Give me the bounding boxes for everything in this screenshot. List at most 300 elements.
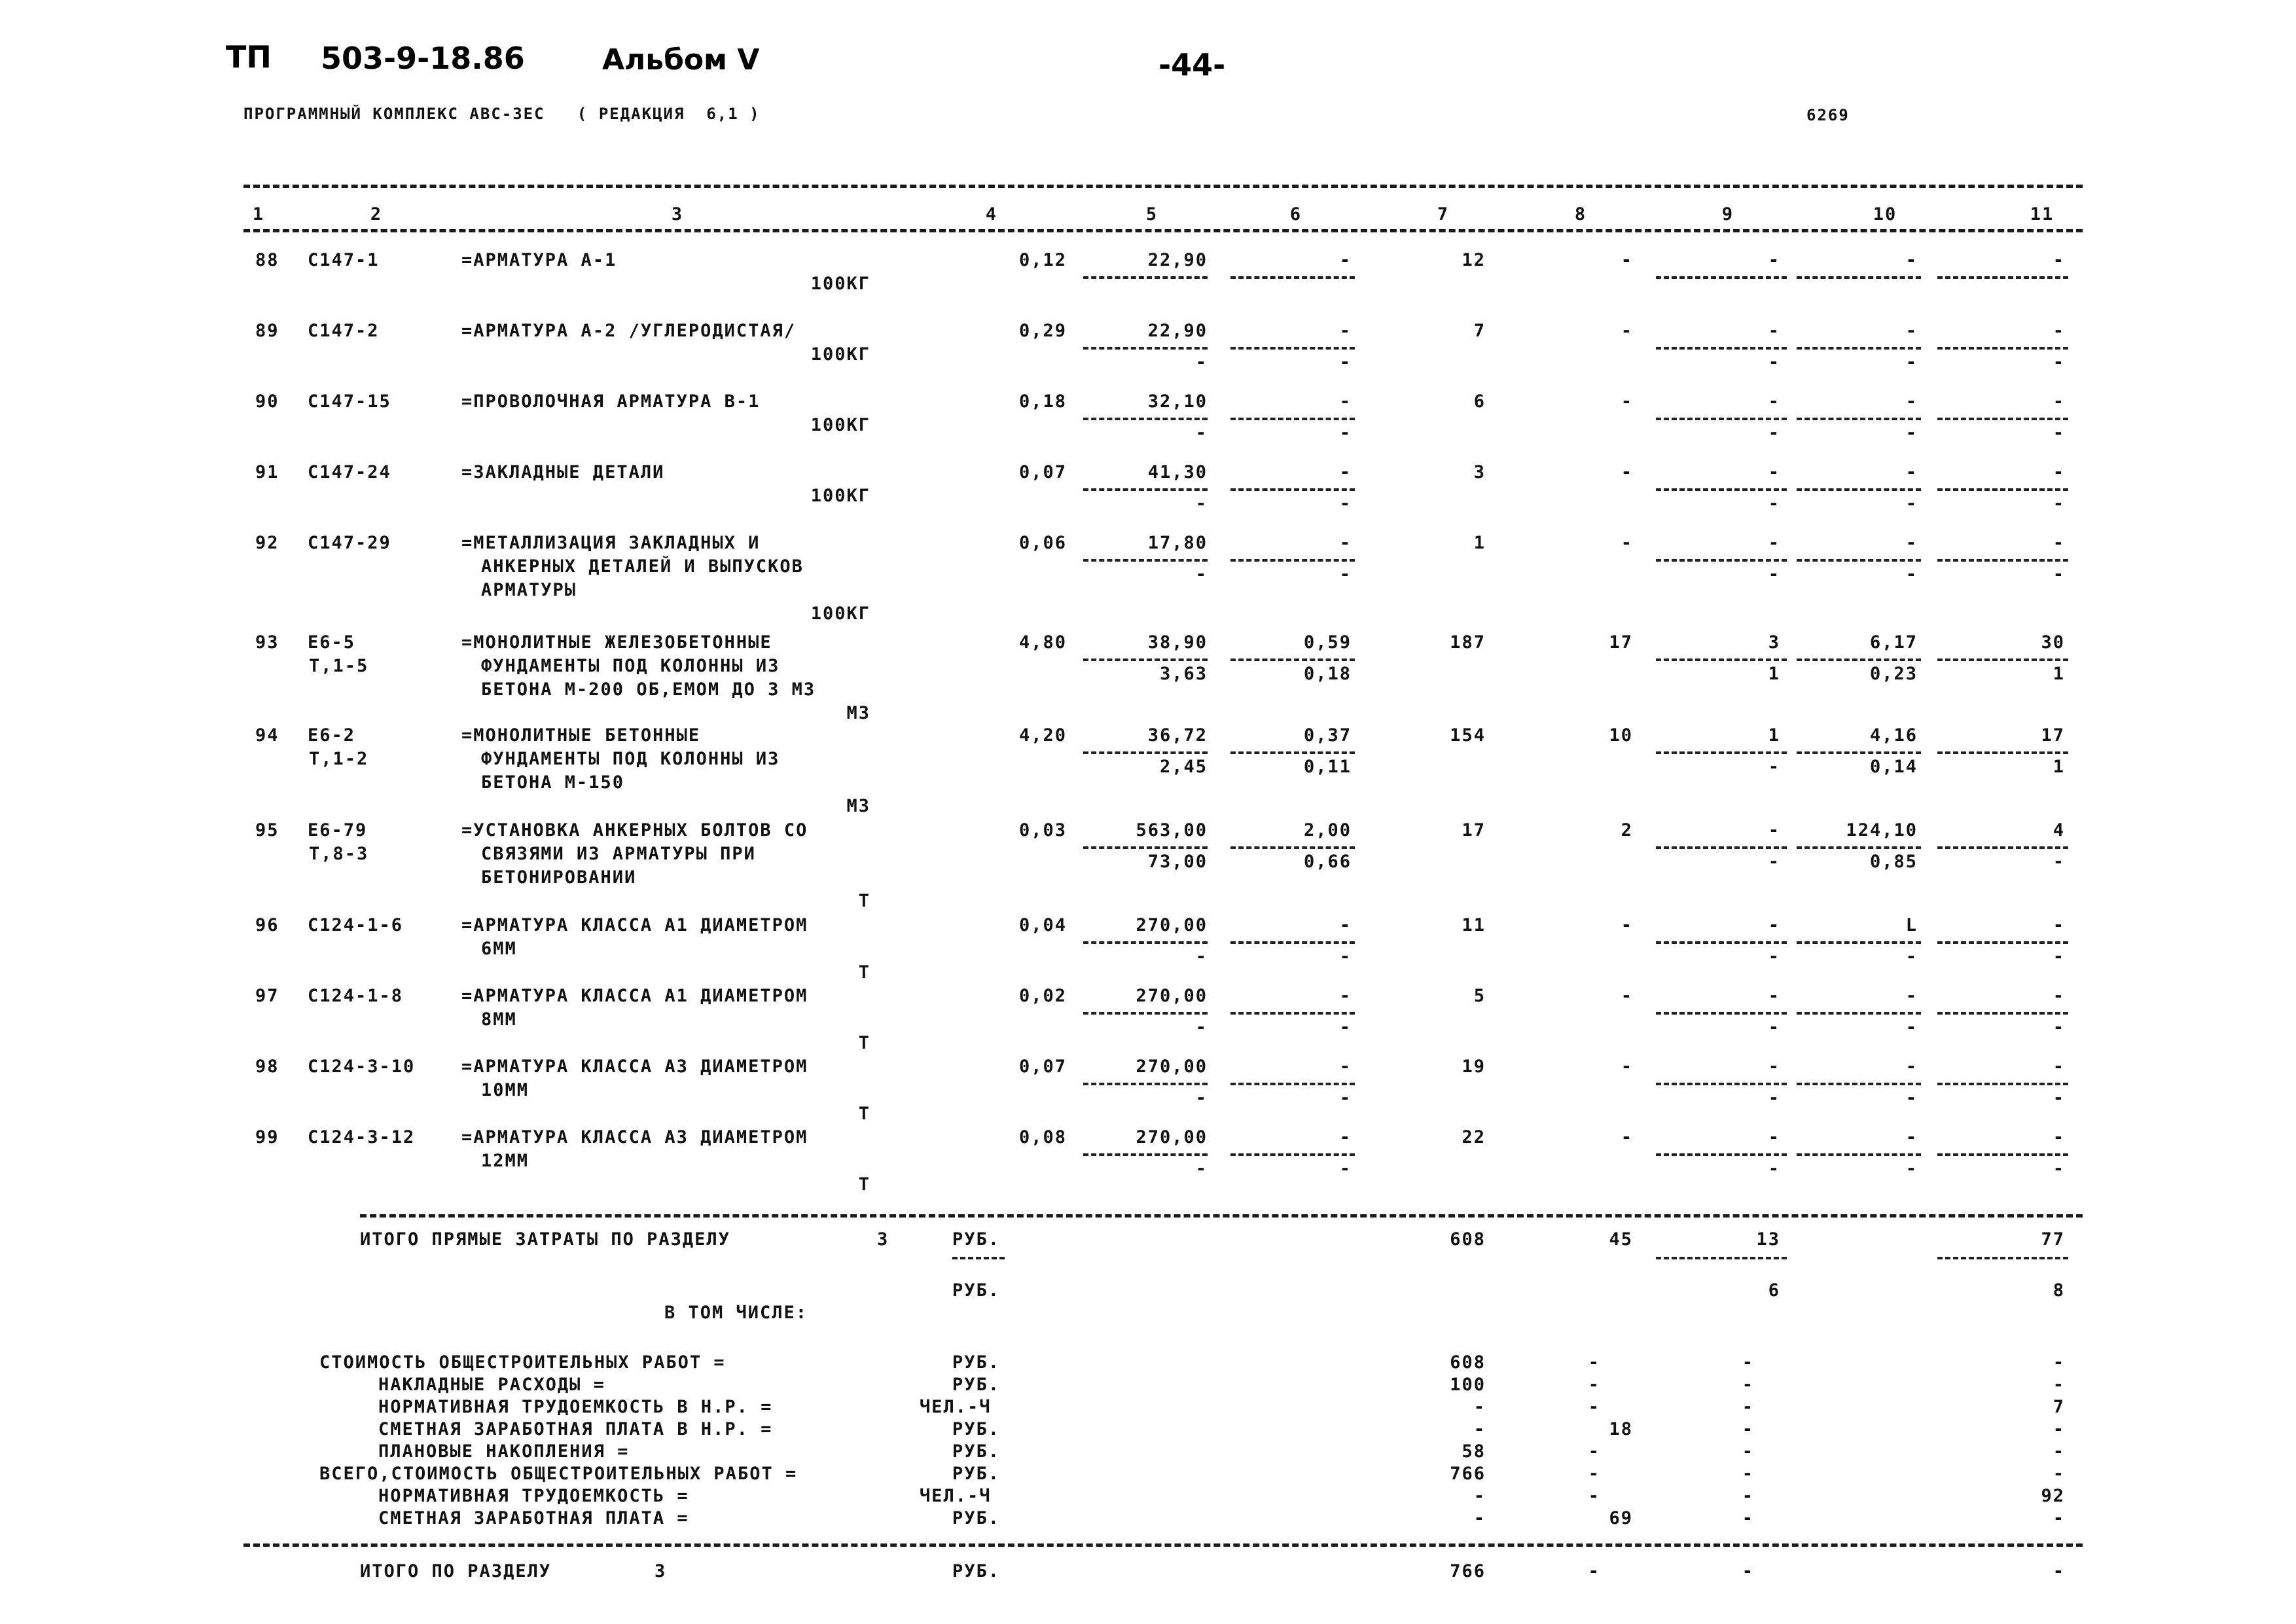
- row-93-unit: М3: [846, 703, 870, 723]
- section-total-rule: [243, 1543, 2083, 1547]
- row-88-c6: -: [1339, 250, 1352, 270]
- header-top-rule: [243, 185, 2083, 188]
- row-90-subrule-9: [1656, 418, 1787, 420]
- row-98-c6: -: [1339, 1056, 1352, 1077]
- row-92-name-line: =МЕТАЛЛИЗАЦИЯ ЗАКЛАДНЫХ И: [461, 533, 761, 553]
- summary-c9: -: [1742, 1397, 1754, 1417]
- row-93-c5b: 3,63: [1159, 664, 1208, 684]
- row-99-c10b: -: [1905, 1159, 1918, 1179]
- row-98-code: С124-3-10: [308, 1056, 416, 1077]
- row-91-subrule-10: [1797, 488, 1921, 491]
- summary-label: НАКЛАДНЫЕ РАСХОДЫ =: [378, 1375, 605, 1395]
- row-92-c8: -: [1621, 533, 1633, 553]
- album-label: Альбом V: [602, 43, 760, 77]
- summary-unit: РУБ.: [952, 1441, 1001, 1462]
- row-99-subrule-5: [1083, 1153, 1208, 1156]
- row-90-subrule-6: [1230, 418, 1355, 420]
- summary-c11: -: [2053, 1441, 2065, 1462]
- row-90-c11: -: [2053, 391, 2065, 412]
- row-95-subrule-11: [1937, 846, 2068, 849]
- row-89-subrule-11: [1937, 347, 2068, 350]
- row-92-c10b: -: [1905, 564, 1918, 585]
- row-93-name-line: БЕТОНА М-200 ОБ,ЕМОМ ДО 3 М3: [481, 679, 816, 700]
- row-98-c10: -: [1905, 1056, 1918, 1077]
- section-total-unit: РУБ.: [952, 1561, 1001, 1581]
- row-96-c5: 270,00: [1136, 915, 1208, 935]
- row-95-c8: 2: [1621, 820, 1633, 840]
- row-96-c7: 11: [1462, 915, 1486, 935]
- row-91-qty: 0,07: [1018, 462, 1067, 482]
- row-93-subrule-5: [1083, 659, 1208, 661]
- row-96-c9: -: [1768, 915, 1780, 935]
- row-94-subrule-11: [1937, 751, 2068, 754]
- row-95-unit: Т: [858, 891, 870, 911]
- row-94-c11b: 1: [2053, 757, 2065, 777]
- row-95-c5b: 73,00: [1147, 852, 1208, 872]
- row-93-code2: Т,1-5: [309, 656, 369, 676]
- row-97-c10: -: [1905, 986, 1918, 1006]
- summary-c7: -: [1473, 1486, 1486, 1506]
- row-94-c9: 1: [1768, 725, 1780, 746]
- row-91-c11b: -: [2053, 494, 2065, 514]
- row-88-code: С147-1: [308, 250, 380, 270]
- row-97-number: 97: [255, 986, 279, 1006]
- row-91-c8: -: [1621, 462, 1633, 482]
- summary-c7: 100: [1450, 1375, 1486, 1395]
- row-92-c11: -: [2053, 533, 2065, 553]
- row-91-code: С147-24: [308, 462, 391, 482]
- summary-label: СМЕТНАЯ ЗАРАБОТНАЯ ПЛАТА В Н.Р. =: [378, 1419, 773, 1439]
- row-98-c5: 270,00: [1136, 1056, 1208, 1077]
- row-97-name-line: =АРМАТУРА КЛАССА А1 ДИАМЕТРОМ: [461, 986, 808, 1006]
- row-96-c10: L: [1905, 915, 1918, 935]
- row-91-c10: -: [1905, 462, 1918, 482]
- row-94-c6: 0,37: [1303, 725, 1352, 746]
- row-90-qty: 0,18: [1018, 391, 1067, 412]
- row-96-c11: -: [2053, 915, 2065, 935]
- row-98-subrule-11: [1937, 1083, 2068, 1085]
- row-90-c7: 6: [1473, 391, 1486, 412]
- row-88-subrule-9: [1656, 276, 1787, 279]
- row-89-subrule-9: [1656, 347, 1787, 350]
- row-96-subrule-11: [1937, 941, 2068, 944]
- row-95-c6b: 0,66: [1303, 852, 1352, 872]
- row-96-name-line: 6ММ: [481, 939, 517, 959]
- row-91-subrule-9: [1656, 488, 1787, 491]
- row-91-c5: 41,30: [1147, 462, 1208, 482]
- summary-c9: -: [1742, 1352, 1754, 1373]
- row-88-unit: 100КГ: [810, 274, 870, 294]
- row-95-name-line: =УСТАНОВКА АНКЕРНЫХ БОЛТОВ СО: [461, 820, 808, 840]
- total-direct-label: ИТОГО ПРЯМЫЕ ЗАТРАТЫ ПО РАЗДЕЛУ: [360, 1229, 730, 1250]
- row-92-c9: -: [1768, 533, 1780, 553]
- total-direct-subrule-11: [1937, 1257, 2068, 1259]
- row-98-subrule-5: [1083, 1083, 1208, 1085]
- row-93-c5: 38,90: [1147, 632, 1208, 653]
- summary-c9: -: [1742, 1441, 1754, 1462]
- summary-c8: -: [1588, 1397, 1600, 1417]
- summary-unit: РУБ.: [952, 1419, 1001, 1439]
- totals-top-rule: [360, 1214, 2083, 1218]
- row-88-subrule-10: [1797, 276, 1921, 279]
- row-98-subrule-9: [1656, 1083, 1787, 1085]
- row-94-c7: 154: [1450, 725, 1486, 746]
- row-99-c11b: -: [2053, 1159, 2065, 1179]
- summary-unit: РУБ.: [952, 1352, 1001, 1373]
- row-89-subrule-5: [1083, 347, 1208, 350]
- row-94-subrule-9: [1656, 751, 1787, 754]
- row-99-c9b: -: [1768, 1159, 1780, 1179]
- row-89-c6b: -: [1339, 352, 1352, 372]
- summary-c9: -: [1742, 1486, 1754, 1506]
- row-99-c9: -: [1768, 1127, 1780, 1147]
- row-88-qty: 0,12: [1018, 250, 1067, 270]
- row-99-subrule-6: [1230, 1153, 1355, 1156]
- row-95-qty: 0,03: [1018, 820, 1067, 840]
- row-93-c8: 17: [1609, 632, 1633, 653]
- row-98-qty: 0,07: [1018, 1056, 1067, 1077]
- row-88-c7: 12: [1462, 250, 1486, 270]
- summary-c7: 608: [1450, 1352, 1486, 1373]
- row-91-c6b: -: [1339, 494, 1352, 514]
- row-96-c11b: -: [2053, 947, 2065, 967]
- row-89-name-line: =АРМАТУРА А-2 /УГЛЕРОДИСТАЯ/: [461, 321, 797, 341]
- row-90-c8: -: [1621, 391, 1633, 412]
- summary-c8: -: [1588, 1375, 1600, 1395]
- summary-c11: -: [2053, 1508, 2065, 1528]
- total-direct-unit2: РУБ.: [952, 1280, 1001, 1301]
- row-92-subrule-11: [1937, 559, 2068, 562]
- row-95-c10b: 0,85: [1869, 852, 1918, 872]
- column-header-6: 6: [1289, 204, 1302, 225]
- row-98-c9: -: [1768, 1056, 1780, 1077]
- summary-c8: -: [1588, 1486, 1600, 1506]
- row-92-qty: 0,06: [1018, 533, 1067, 553]
- row-95-c7: 17: [1462, 820, 1486, 840]
- row-95-code2: Т,8-3: [309, 844, 369, 864]
- row-90-c6: -: [1339, 391, 1352, 412]
- row-90-c5b: -: [1195, 423, 1208, 443]
- row-96-name-line: =АРМАТУРА КЛАССА А1 ДИАМЕТРОМ: [461, 915, 808, 935]
- row-90-name-line: =ПРОВОЛОЧНАЯ АРМАТУРА В-1: [461, 391, 761, 412]
- total-direct-c9b: 6: [1768, 1280, 1780, 1301]
- row-94-number: 94: [255, 725, 279, 746]
- row-96-unit: Т: [858, 962, 870, 983]
- summary-c7: -: [1473, 1508, 1486, 1528]
- row-97-c11: -: [2053, 986, 2065, 1006]
- summary-c8: -: [1588, 1464, 1600, 1484]
- page-number: -44-: [1158, 47, 1226, 82]
- row-90-c5: 32,10: [1147, 391, 1208, 412]
- row-97-c6: -: [1339, 986, 1352, 1006]
- total-direct-subrule-unit: [952, 1257, 1005, 1259]
- row-95-subrule-9: [1656, 846, 1787, 849]
- row-96-c10b: -: [1905, 947, 1918, 967]
- row-97-subrule-5: [1083, 1012, 1208, 1015]
- row-88-subrule-6: [1230, 276, 1355, 279]
- row-98-c6b: -: [1339, 1088, 1352, 1108]
- row-89-code: С147-2: [308, 321, 380, 341]
- row-94-subrule-5: [1083, 751, 1208, 754]
- row-90-code: С147-15: [308, 391, 391, 412]
- row-93-c10: 6,17: [1869, 632, 1918, 653]
- row-97-c9b: -: [1768, 1017, 1780, 1038]
- summary-c9: -: [1742, 1375, 1754, 1395]
- row-99-c8: -: [1621, 1127, 1633, 1147]
- row-90-unit: 100КГ: [810, 415, 870, 435]
- row-92-c10: -: [1905, 533, 1918, 553]
- row-92-c5b: -: [1195, 564, 1208, 585]
- row-99-c10: -: [1905, 1127, 1918, 1147]
- row-88-subrule-11: [1937, 276, 2068, 279]
- row-89-c5b: -: [1195, 352, 1208, 372]
- row-88-subrule-5: [1083, 276, 1208, 279]
- row-91-number: 91: [255, 462, 279, 482]
- row-92-c7: 1: [1473, 533, 1486, 553]
- row-99-code: С124-3-12: [308, 1127, 416, 1147]
- row-94-c6b: 0,11: [1303, 757, 1352, 777]
- row-99-subrule-9: [1656, 1153, 1787, 1156]
- row-97-unit: Т: [858, 1033, 870, 1053]
- row-94-c5b: 2,45: [1159, 757, 1208, 777]
- row-96-c9b: -: [1768, 947, 1780, 967]
- row-99-subrule-10: [1797, 1153, 1921, 1156]
- doc-type: ТП: [226, 39, 272, 75]
- row-91-unit: 100КГ: [810, 486, 870, 506]
- row-90-c6b: -: [1339, 423, 1352, 443]
- total-direct-subrule-9: [1656, 1257, 1787, 1259]
- row-97-qty: 0,02: [1018, 986, 1067, 1006]
- row-92-subrule-5: [1083, 559, 1208, 562]
- row-96-c6: -: [1339, 915, 1352, 935]
- row-92-subrule-10: [1797, 559, 1921, 562]
- row-92-c6b: -: [1339, 564, 1352, 585]
- row-98-subrule-6: [1230, 1083, 1355, 1085]
- row-97-c8: -: [1621, 986, 1633, 1006]
- summary-c7: 58: [1462, 1441, 1486, 1462]
- section-total-section: 3: [655, 1561, 667, 1581]
- row-98-c5b: -: [1195, 1088, 1208, 1108]
- section-total-c9: -: [1742, 1561, 1754, 1581]
- row-89-c9b: -: [1768, 352, 1780, 372]
- section-total-c8: -: [1588, 1561, 1600, 1581]
- row-93-subrule-10: [1797, 659, 1921, 661]
- header-bottom-rule: [243, 229, 2083, 232]
- row-91-c9b: -: [1768, 494, 1780, 514]
- summary-label: НОРМАТИВНАЯ ТРУДОЕМКОСТЬ =: [378, 1486, 689, 1506]
- row-95-name-line: СВЯЗЯМИ ИЗ АРМАТУРЫ ПРИ: [481, 844, 756, 864]
- row-98-subrule-10: [1797, 1083, 1921, 1085]
- row-94-c9b: -: [1768, 757, 1780, 777]
- summary-c11: 7: [2053, 1397, 2065, 1417]
- row-99-number: 99: [255, 1127, 279, 1147]
- row-97-c11b: -: [2053, 1017, 2065, 1038]
- row-97-subrule-10: [1797, 1012, 1921, 1015]
- row-88-name-line: =АРМАТУРА А-1: [461, 250, 617, 270]
- row-97-c10b: -: [1905, 1017, 1918, 1038]
- row-97-subrule-11: [1937, 1012, 2068, 1015]
- summary-unit: ЧЕЛ.-Ч: [920, 1397, 992, 1417]
- row-89-qty: 0,29: [1018, 321, 1067, 341]
- summary-c8: 69: [1609, 1508, 1633, 1528]
- row-94-qty: 4,20: [1018, 725, 1067, 746]
- row-93-c6: 0,59: [1303, 632, 1352, 653]
- row-95-name-line: БЕТОНИРОВАНИИ: [481, 867, 637, 888]
- summary-label: ВСЕГО,СТОИМОСТЬ ОБЩЕСТРОИТЕЛЬНЫХ РАБОТ =: [319, 1464, 798, 1484]
- total-direct-c11: 77: [2041, 1229, 2065, 1250]
- row-97-c5b: -: [1195, 1017, 1208, 1038]
- row-96-subrule-5: [1083, 941, 1208, 944]
- row-93-c7: 187: [1450, 632, 1486, 653]
- summary-label: СТОИМОСТЬ ОБЩЕСТРОИТЕЛЬНЫХ РАБОТ =: [319, 1352, 726, 1373]
- row-95-c11b: -: [2053, 852, 2065, 872]
- row-88-c10: -: [1905, 250, 1918, 270]
- column-header-11: 11: [2030, 204, 2054, 225]
- row-93-c11b: 1: [2053, 664, 2065, 684]
- row-91-c9: -: [1768, 462, 1780, 482]
- total-direct-c8: 45: [1609, 1229, 1633, 1250]
- row-95-c9b: -: [1768, 852, 1780, 872]
- summary-unit: ЧЕЛ.-Ч: [920, 1486, 992, 1506]
- row-92-c5: 17,80: [1147, 533, 1208, 553]
- row-88-c8: -: [1621, 250, 1633, 270]
- row-94-code2: Т,1-2: [309, 749, 369, 769]
- row-97-subrule-9: [1656, 1012, 1787, 1015]
- row-94-subrule-10: [1797, 751, 1921, 754]
- row-94-c8: 10: [1609, 725, 1633, 746]
- row-89-c7: 7: [1473, 321, 1486, 341]
- summary-c7: -: [1473, 1419, 1486, 1439]
- row-93-qty: 4,80: [1018, 632, 1067, 653]
- row-94-c5: 36,72: [1147, 725, 1208, 746]
- row-96-qty: 0,04: [1018, 915, 1067, 935]
- summary-c8: -: [1588, 1352, 1600, 1373]
- row-97-c5: 270,00: [1136, 986, 1208, 1006]
- row-88-c9: -: [1768, 250, 1780, 270]
- row-90-c9b: -: [1768, 423, 1780, 443]
- row-93-c6b: 0,18: [1303, 664, 1352, 684]
- row-91-c10b: -: [1905, 494, 1918, 514]
- row-95-c10: 124,10: [1846, 820, 1918, 840]
- row-93-name-line: =МОНОЛИТНЫЕ ЖЕЛЕЗОБЕТОННЫЕ: [461, 632, 772, 653]
- row-97-name-line: 8ММ: [481, 1009, 517, 1030]
- summary-c8: -: [1588, 1441, 1600, 1462]
- row-93-subrule-6: [1230, 659, 1355, 661]
- row-98-number: 98: [255, 1056, 279, 1077]
- summary-c11: -: [2053, 1352, 2065, 1373]
- summary-unit: РУБ.: [952, 1375, 1001, 1395]
- row-89-c11: -: [2053, 321, 2065, 341]
- project-number: 503-9-18.86: [321, 41, 525, 76]
- column-header-2: 2: [370, 204, 383, 225]
- total-direct-c7: 608: [1450, 1229, 1486, 1250]
- row-88-c5: 22,90: [1147, 250, 1208, 270]
- row-98-name-line: =АРМАТУРА КЛАССА А3 ДИАМЕТРОМ: [461, 1056, 808, 1077]
- row-99-subrule-11: [1937, 1153, 2068, 1156]
- row-88-c11: -: [2053, 250, 2065, 270]
- column-header-5: 5: [1145, 204, 1158, 225]
- summary-unit: РУБ.: [952, 1508, 1001, 1528]
- summary-c9: -: [1742, 1464, 1754, 1484]
- summary-label: ПЛАНОВЫЕ НАКОПЛЕНИЯ =: [378, 1441, 630, 1462]
- row-90-number: 90: [255, 391, 279, 412]
- row-93-c11: 30: [2041, 632, 2065, 653]
- row-97-c6b: -: [1339, 1017, 1352, 1038]
- row-89-c11b: -: [2053, 352, 2065, 372]
- row-99-c11: -: [2053, 1127, 2065, 1147]
- row-91-c6: -: [1339, 462, 1352, 482]
- row-90-c11b: -: [2053, 423, 2065, 443]
- row-91-c11: -: [2053, 462, 2065, 482]
- total-direct-section: 3: [877, 1229, 889, 1250]
- row-98-c10b: -: [1905, 1088, 1918, 1108]
- row-99-name-line: 12ММ: [481, 1151, 529, 1171]
- column-header-4: 4: [985, 204, 998, 225]
- summary-label: НОРМАТИВНАЯ ТРУДОЕМКОСТЬ В Н.Р. =: [378, 1397, 773, 1417]
- summary-c11: -: [2053, 1419, 2065, 1439]
- row-90-c10: -: [1905, 391, 1918, 412]
- row-91-subrule-5: [1083, 488, 1208, 491]
- including-label: В ТОМ ЧИСЛЕ:: [664, 1303, 808, 1323]
- row-99-c5b: -: [1195, 1159, 1208, 1179]
- row-94-name-line: =МОНОЛИТНЫЕ БЕТОННЫЕ: [461, 725, 701, 746]
- row-97-subrule-6: [1230, 1012, 1355, 1015]
- row-99-c7: 22: [1462, 1127, 1486, 1147]
- row-94-c11: 17: [2041, 725, 2065, 746]
- section-total-label: ИТОГО ПО РАЗДЕЛУ: [360, 1561, 552, 1581]
- summary-c7: 766: [1450, 1464, 1486, 1484]
- summary-c11: -: [2053, 1464, 2065, 1484]
- row-89-subrule-6: [1230, 347, 1355, 350]
- row-93-name-line: ФУНДАМЕНТЫ ПОД КОЛОННЫ ИЗ: [481, 656, 780, 676]
- subtitle: ПРОГРАММНЫЙ КОМПЛЕКС АВС-3ЕС ( РЕДАКЦИЯ 6,1 ): [243, 105, 761, 123]
- row-89-c5: 22,90: [1147, 321, 1208, 341]
- row-96-c8: -: [1621, 915, 1633, 935]
- section-total-c11: -: [2053, 1561, 2065, 1581]
- row-91-c7: 3: [1473, 462, 1486, 482]
- row-95-number: 95: [255, 820, 279, 840]
- summary-c11: 92: [2041, 1486, 2065, 1506]
- row-98-c11b: -: [2053, 1088, 2065, 1108]
- row-98-c8: -: [1621, 1056, 1633, 1077]
- row-99-c5: 270,00: [1136, 1127, 1208, 1147]
- doc-code: 6269: [1806, 106, 1850, 124]
- summary-label: СМЕТНАЯ ЗАРАБОТНАЯ ПЛАТА =: [378, 1508, 689, 1528]
- row-91-subrule-11: [1937, 488, 2068, 491]
- row-93-c9: 3: [1768, 632, 1780, 653]
- row-91-subrule-6: [1230, 488, 1355, 491]
- total-direct-c9: 13: [1756, 1229, 1780, 1250]
- row-92-code: С147-29: [308, 533, 391, 553]
- row-88-number: 88: [255, 250, 279, 270]
- row-98-c11: -: [2053, 1056, 2065, 1077]
- row-96-number: 96: [255, 915, 279, 935]
- row-98-unit: Т: [858, 1104, 870, 1124]
- row-89-c10: -: [1905, 321, 1918, 341]
- row-94-unit: М3: [846, 796, 870, 816]
- row-91-name-line: =ЗАКЛАДНЫЕ ДЕТАЛИ: [461, 462, 665, 482]
- row-95-c6: 2,00: [1303, 820, 1352, 840]
- row-94-subrule-6: [1230, 751, 1355, 754]
- row-98-c7: 19: [1462, 1056, 1486, 1077]
- row-91-c5b: -: [1195, 494, 1208, 514]
- row-89-unit: 100КГ: [810, 344, 870, 365]
- column-header-1: 1: [252, 204, 265, 225]
- row-99-unit: Т: [858, 1174, 870, 1195]
- row-97-c7: 5: [1473, 986, 1486, 1006]
- row-89-c6: -: [1339, 321, 1352, 341]
- row-97-code: С124-1-8: [308, 986, 404, 1006]
